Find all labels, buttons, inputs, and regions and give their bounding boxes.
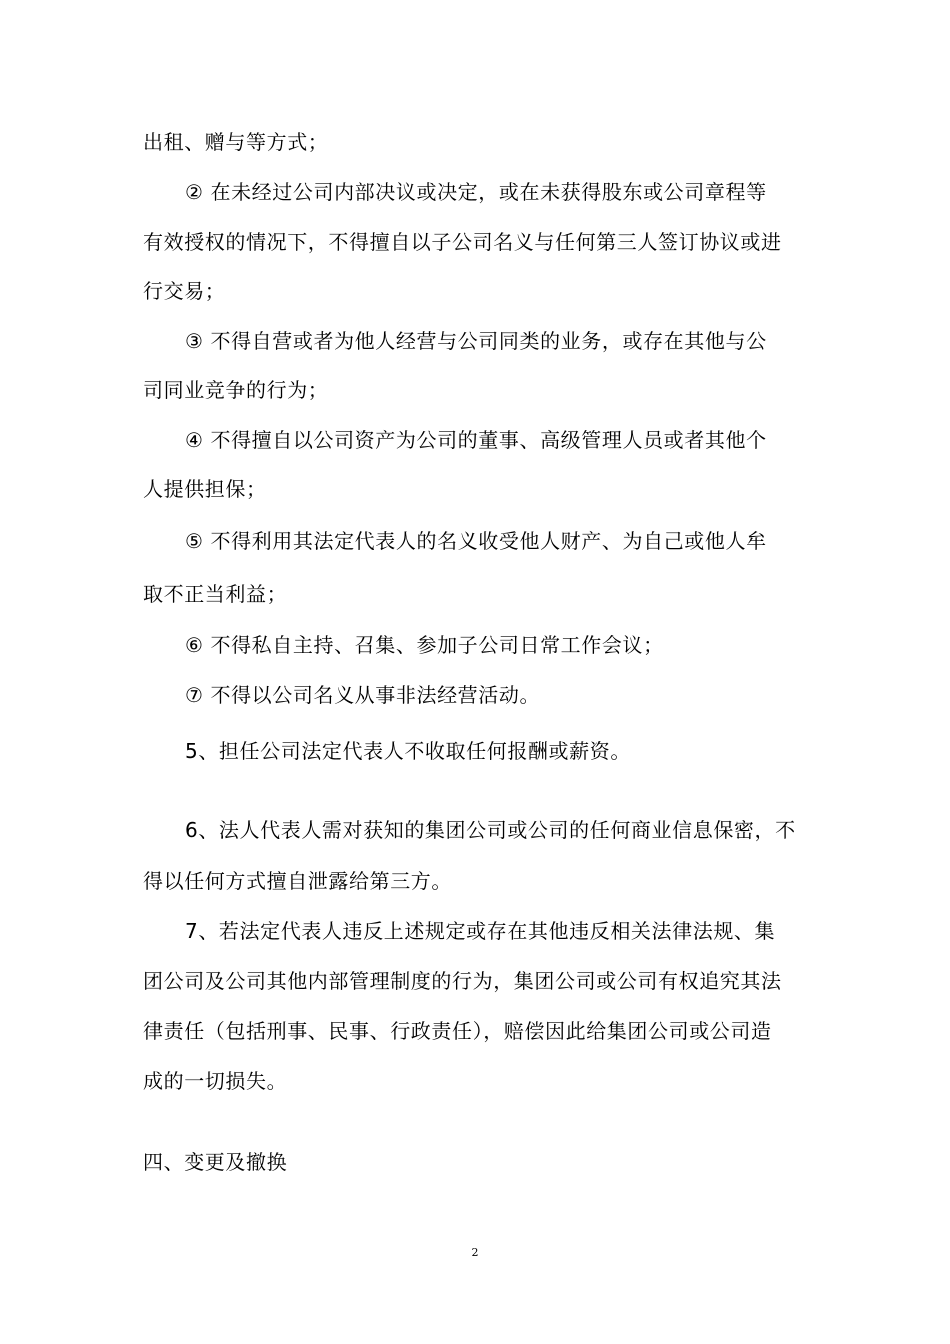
page-number: 2 [471, 1246, 479, 1259]
clause-5-line-2: 取不正当利益； [143, 582, 288, 606]
item-7-line-1: 7、若法定代表人违反上述规定或存在其他违反相关法律法规、集 [185, 919, 776, 943]
section-heading: 四、变更及撤换 [143, 1150, 288, 1174]
item-7-line-2: 团公司及公司其他内部管理制度的行为，集团公司或公司有权追究其法 [143, 969, 782, 993]
clause-4-line-2: 人提供担保； [143, 477, 267, 501]
item-5-line: 5、担任公司法定代表人不收取任何报酬或薪资。 [185, 739, 631, 763]
clause-7-line: ⑦ 不得以公司名义从事非法经营活动。 [185, 683, 541, 707]
clause-4-line-1: ④ 不得擅自以公司资产为公司的董事、高级管理人员或者其他个 [185, 428, 767, 452]
clause-3-line-1: ③ 不得自营或者为他人经营与公司同类的业务，或存在其他与公 [185, 329, 767, 353]
item-7-line-3: 律责任（包括刑事、民事、行政责任），赔偿因此给集团公司或公司造 [143, 1019, 772, 1043]
clause-2-line-3: 行交易； [143, 279, 226, 303]
item-6-line-2: 得以任何方式擅自泄露给第三方。 [143, 869, 452, 893]
item-7-line-4: 成的一切损失。 [143, 1069, 288, 1093]
clause-6-line: ⑥ 不得私自主持、召集、参加子公司日常工作会议； [185, 633, 664, 657]
text-line-1: 出租、赠与等方式； [143, 130, 329, 154]
clause-5-line-1: ⑤ 不得利用其法定代表人的名义收受他人财产、为自己或他人牟 [185, 529, 767, 553]
clause-2-line-2: 有效授权的情况下，不得擅自以子公司名义与任何第三人签订协议或进 [143, 230, 782, 254]
clause-2-line-1: ② 在未经过公司内部决议或决定，或在未获得股东或公司章程等 [185, 180, 767, 204]
clause-3-line-2: 司同业竞争的行为； [143, 378, 329, 402]
item-6-line-1: 6、法人代表人需对获知的集团公司或公司的任何商业信息保密，不 [185, 818, 796, 842]
